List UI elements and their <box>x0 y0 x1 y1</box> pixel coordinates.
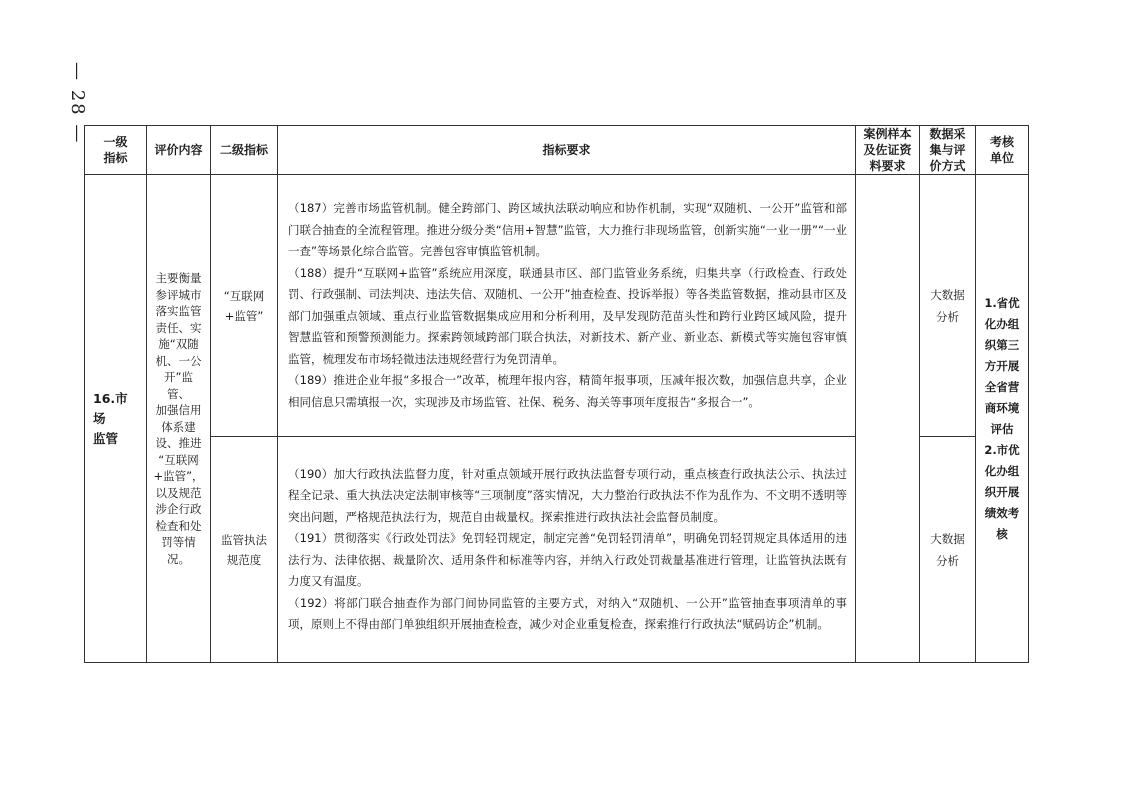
table-row <box>85 175 1029 437</box>
header-row <box>85 126 1029 175</box>
case-samples-cell <box>856 175 920 663</box>
requirements-cell <box>278 437 856 663</box>
header-assess-unit: 考核 单位 <box>976 126 1029 175</box>
requirement-item: （187）完善市场监管机制。健全跨部门、跨区域执法联动响应和协作机制，实现“双随机、一公开”监管和部门联合抽查的全流程管理。推进分级分类“信用+智慧”监管，大力推行非现场监管，创新实施“一业一册”“一业一查”等场景化综合监管。完善包容审慎监管机制。 <box>288 201 847 258</box>
header-eval-content: 评价内容 <box>147 126 211 175</box>
eval-content: 主要衡量 参评城市 落实监管 责任、实 施“双随 机、一公 开”监管、 加强信用 体系建 设、推进 “互联网 +监管”， 以及规范 涉企行政 检查和处 罚等情 况。 <box>147 175 211 663</box>
page-number: — 28 — <box>67 62 88 145</box>
header-level2: 二级指标 <box>211 126 278 175</box>
level2-indicator: “互联网 +监管” <box>211 175 278 437</box>
requirements-cell <box>278 175 856 437</box>
data-method: 大数据 分析 <box>920 437 976 663</box>
header-level1: 一级 指标 <box>85 126 147 175</box>
indicator-table <box>84 125 1029 663</box>
header-data-method: 数据采 集与评 价方式 <box>920 126 976 175</box>
header-requirements: 指标要求 <box>278 126 856 175</box>
requirement-item: （192）将部门联合抽查作为部门间协同监管的主要方式，对纳入“双随机、一公开”监管抽查事项清单的事项，原则上不得由部门单独组织开展抽查检查，减少对企业重复检查，探索推行行政执法“赋码访企”机制。 <box>288 595 847 631</box>
level2-indicator: 监管执法 规范度 <box>211 437 278 663</box>
data-method: 大数据 分析 <box>920 175 976 437</box>
requirement-item: （191）贯彻落实《行政处罚法》免罚轻罚规定，制定完善“免罚轻罚清单”，明确免罚轻罚规定具体适用的违法行为、法律依据、裁量阶次、适用条件和标准等内容，并纳入行政处罚裁量基准进行管理，让监管执法既有力度又有温度。 <box>288 531 847 588</box>
header-case-samples: 案例样本 及佐证资 料要求 <box>856 126 920 175</box>
requirement-item: （190）加大行政执法监督力度，针对重点领域开展行政执法监督专项行动，重点核查行政执法公示、执法过程全记录、重大执法决定法制审核等“三项制度”落实情况，大力整治行政执法不作为乱作为、不文明不透明等突出问题，严格规范执法行为，规范自由裁量权。探索推进行政执法社会监督员制度。 <box>288 466 847 524</box>
assess-unit: 1.省优 化办组 织第三 方开展 全省营 商环境 评估 2.市优 化办组 织开展 绩效考 核 <box>976 175 1029 663</box>
level1-indicator: 16.市 场 监管 <box>85 175 147 663</box>
requirement-item: （188）提升“互联网+监管”系统应用深度，联通县市区、部门监管业务系统，归集共享（行政检查、行政处罚、行政强制、司法判决、违法失信、双随机、一公开”抽查检查、投诉举报）等各类监管数据，推动县市区及部门加强重点领域、重点行业监管数据集成应用和分析利用，及早发现防范苗头性和跨行业跨区域风险，提升智慧监管和预警预测能力。探索跨领域跨部门联合执法，对新技术、新产业、新业态、新模式等实施包容审慎监管，梳理发布市场轻微违法违规经营行为免罚清单。 <box>288 265 847 366</box>
requirement-item: （189）推进企业年报“多报合一”改革，梳理年报内容，精简年报事项，压减年报次数，加强信息共享，企业相同信息只需填报一次，实现涉及市场监管、社保、税务、海关等事项年度报告“多报合一”。 <box>288 373 847 409</box>
